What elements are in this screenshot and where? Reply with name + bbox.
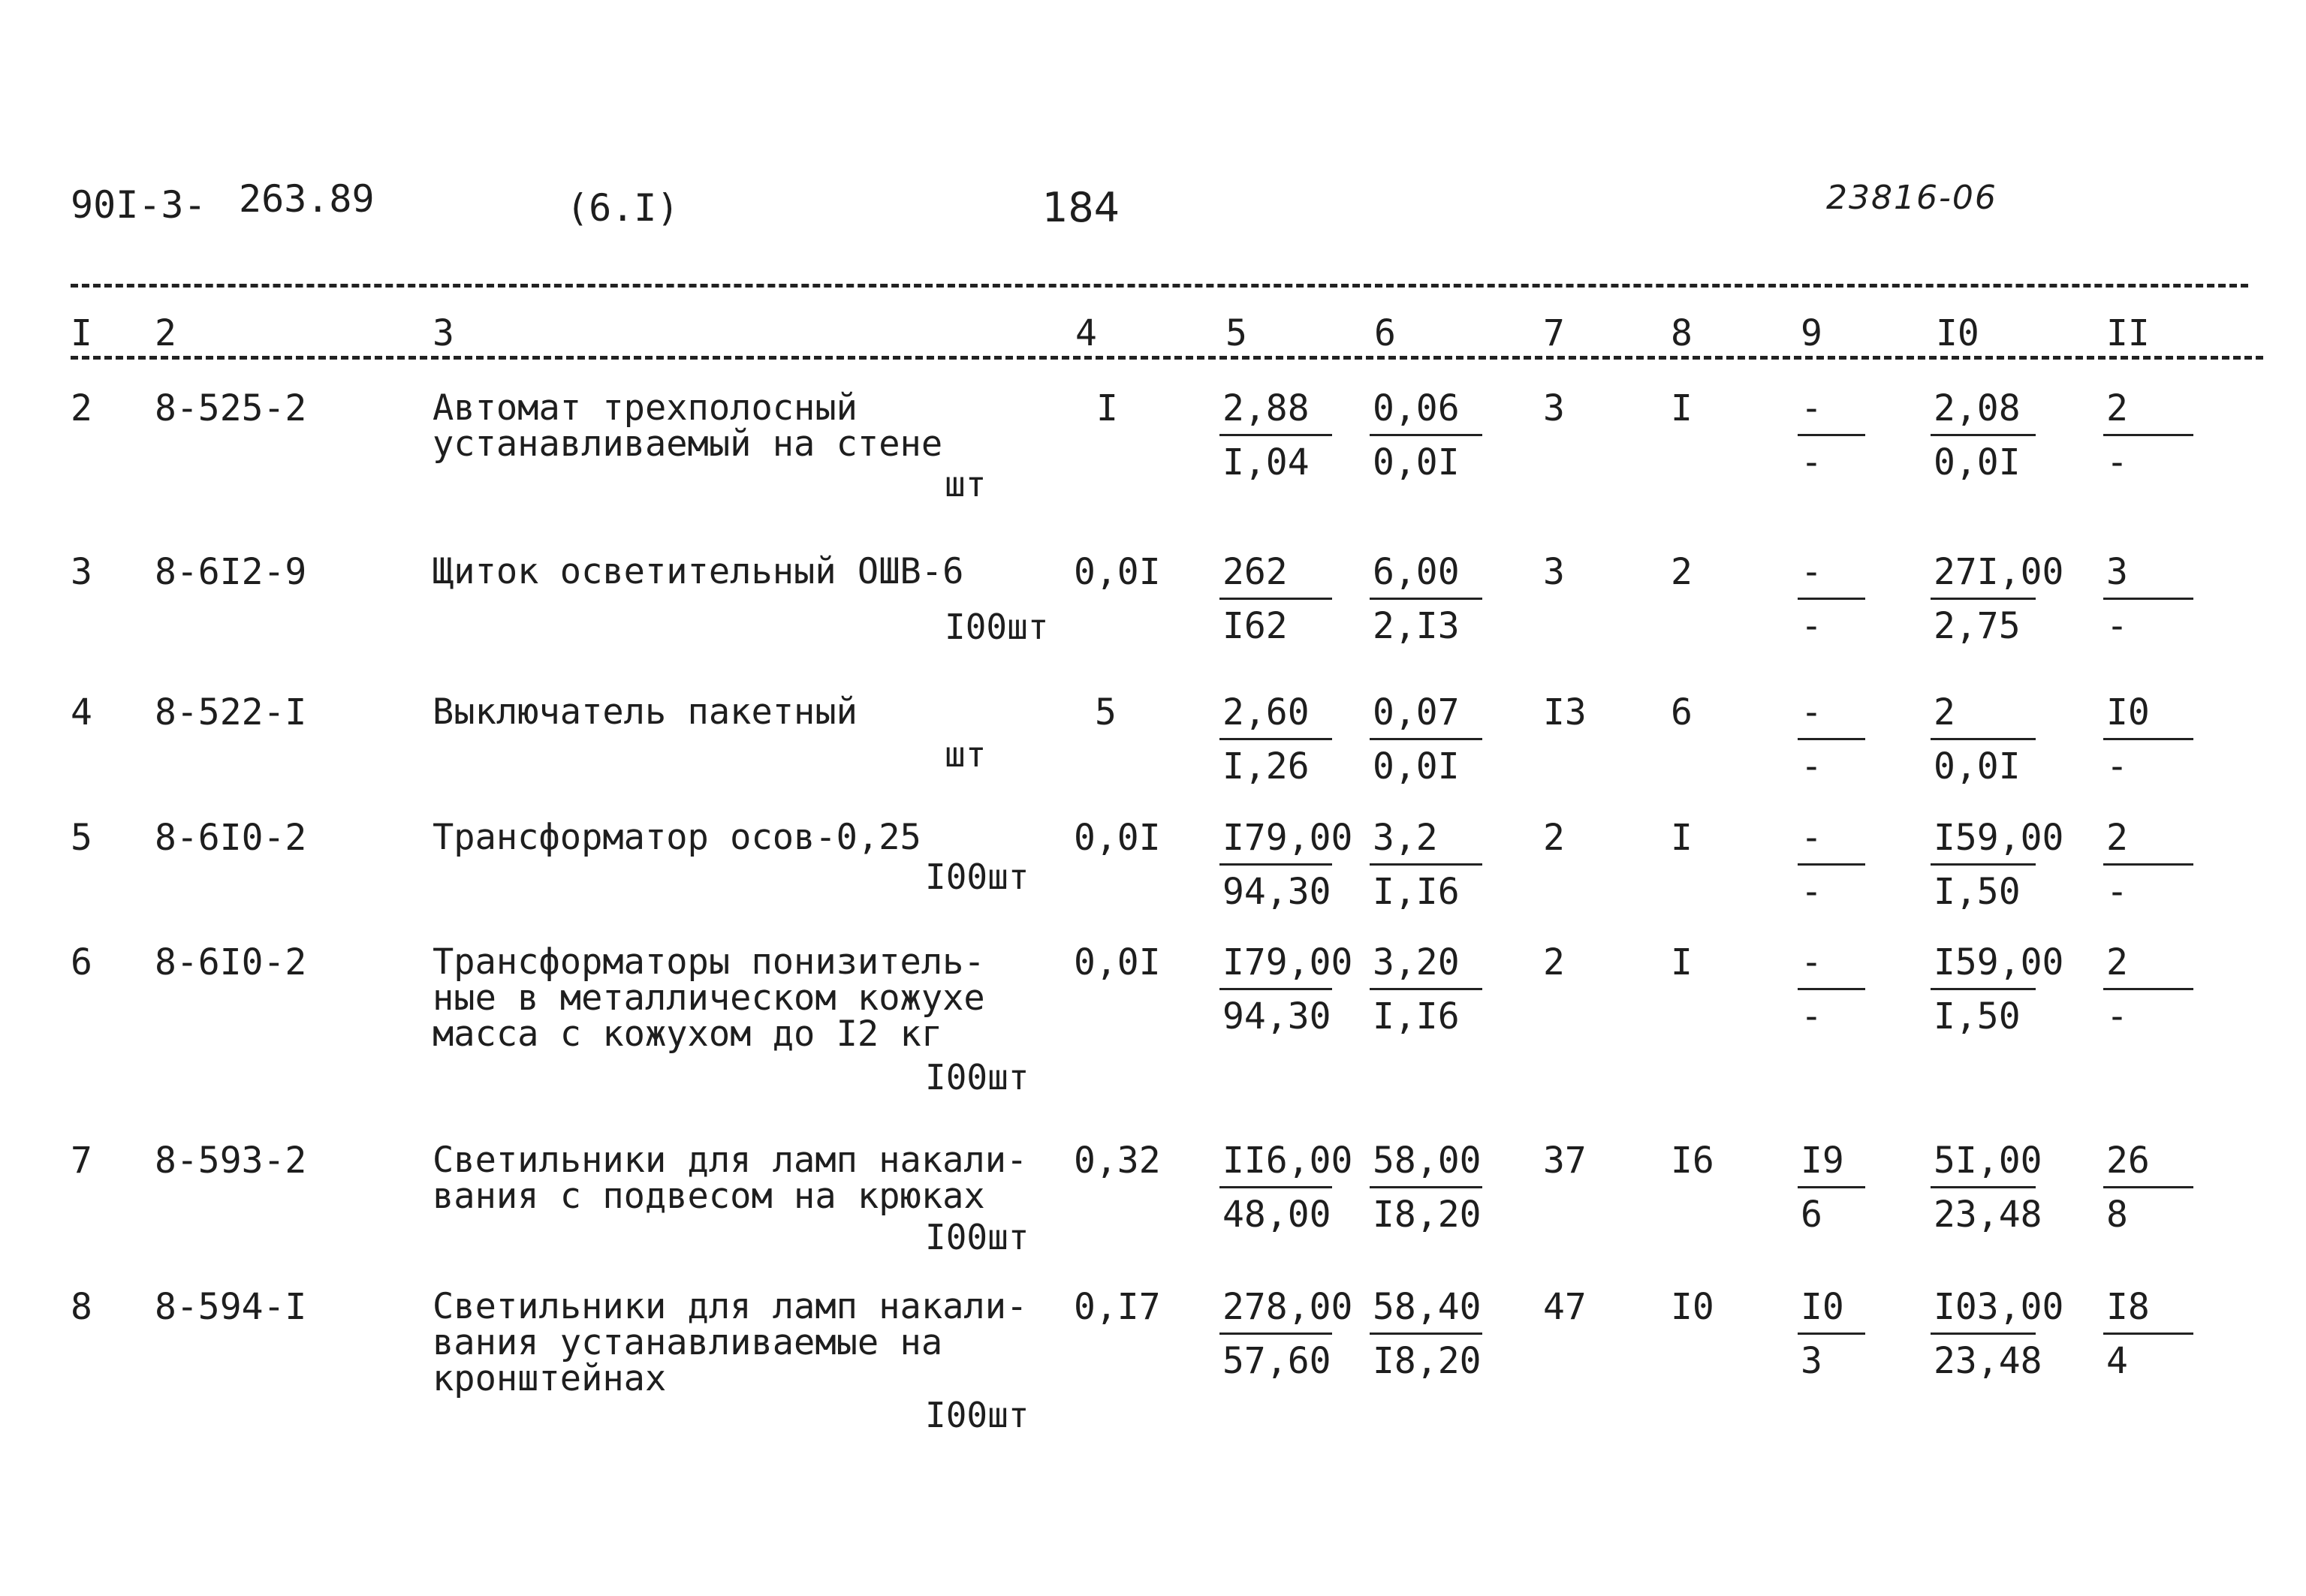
row-8-unit: I00шт	[925, 1395, 1029, 1435]
row-5-c10-bottom: I,50	[1934, 871, 2021, 913]
row-3-quantity: 0,0I	[1074, 551, 1161, 593]
inventory-stamp: 23816-06	[1826, 179, 1997, 217]
row-2-c10-bottom: 0,0I	[1934, 441, 2021, 483]
row-3-c9-bottom: -	[1801, 605, 1822, 647]
row-2-c9-bottom: -	[1801, 441, 1822, 483]
document-number: 263.89	[239, 177, 375, 221]
row-6-c8: I	[1671, 941, 1693, 983]
row-6-c10-top: I59,00	[1934, 941, 2064, 983]
row-4-unit: шт	[945, 734, 987, 775]
section-number: (6.I)	[566, 186, 680, 230]
row-4-c10-top: 2	[1934, 691, 1955, 733]
column-number-3: 3	[433, 312, 454, 354]
column-number-4: 4	[1075, 312, 1097, 354]
row-8-c6-bottom: I8,20	[1373, 1340, 1482, 1382]
row-7-description-line: вания с подвесом на крюках	[433, 1176, 985, 1217]
row-3-c11-bottom: -	[2106, 605, 2128, 647]
row-6-c5-fraction-line	[1219, 988, 1332, 990]
column-number-2: 2	[155, 312, 176, 354]
row-7-c5-fraction-line	[1219, 1186, 1332, 1188]
column-number-7: 7	[1543, 312, 1565, 354]
row-5-c11-top: 2	[2106, 817, 2128, 859]
row-4-c8: 6	[1671, 691, 1693, 733]
row-4-c11-fraction-line	[2103, 738, 2193, 740]
row-7-c6-top: 58,00	[1373, 1140, 1482, 1182]
row-3-c5-fraction-line	[1219, 598, 1332, 600]
row-7-c11-bottom: 8	[2106, 1194, 2128, 1236]
row-2-c9-top: -	[1801, 387, 1822, 429]
row-2-c10-top: 2,08	[1934, 387, 2021, 429]
row-8-position-number: 8	[71, 1286, 92, 1328]
row-4-description-line: Выключатель пакетный	[433, 691, 858, 733]
row-3-c5-bottom: I62	[1222, 605, 1288, 647]
row-3-c8: 2	[1671, 551, 1693, 593]
row-8-c10-fraction-line	[1931, 1333, 2036, 1335]
row-5-unit: I00шт	[925, 857, 1029, 897]
row-4-c6-fraction-line	[1370, 738, 1482, 740]
row-3-c10-fraction-line	[1931, 598, 2036, 600]
row-4-quantity: 5	[1095, 691, 1117, 733]
row-5-rate-code: 8-6I0-2	[155, 817, 307, 859]
column-number-10: I0	[1936, 312, 1979, 354]
column-number-5: 5	[1225, 312, 1247, 354]
row-7-rate-code: 8-593-2	[155, 1140, 307, 1182]
row-2-c6-bottom: 0,0I	[1373, 441, 1460, 483]
row-5-c7: 2	[1543, 817, 1565, 859]
row-2-description-line: Автомат трехполосный	[433, 387, 858, 429]
header-separator	[71, 284, 2248, 288]
row-6-c6-top: 3,20	[1373, 941, 1460, 983]
row-4-c11-bottom: -	[2106, 745, 2128, 787]
row-6-c9-top: -	[1801, 941, 1822, 983]
row-4-c9-fraction-line	[1798, 738, 1865, 740]
row-7-c10-bottom: 23,48	[1934, 1194, 2042, 1236]
row-3-c11-fraction-line	[2103, 598, 2193, 600]
row-7-position-number: 7	[71, 1140, 92, 1182]
row-7-c11-fraction-line	[2103, 1186, 2193, 1188]
row-7-c8: I6	[1671, 1140, 1714, 1182]
row-8-c7: 47	[1543, 1286, 1587, 1328]
row-6-c6-fraction-line	[1370, 988, 1482, 990]
row-4-c7: I3	[1543, 691, 1587, 733]
row-3-c6-fraction-line	[1370, 598, 1482, 600]
row-2-c5-top: 2,88	[1222, 387, 1310, 429]
row-8-c11-bottom: 4	[2106, 1340, 2128, 1382]
row-5-c10-top: I59,00	[1934, 817, 2064, 859]
row-7-c6-bottom: I8,20	[1373, 1194, 1482, 1236]
row-4-c10-fraction-line	[1931, 738, 2036, 740]
row-5-position-number: 5	[71, 817, 92, 859]
row-5-c6-top: 3,2	[1373, 817, 1438, 859]
column-number-9: 9	[1801, 312, 1822, 354]
row-7-c7: 37	[1543, 1140, 1587, 1182]
row-2-c10-fraction-line	[1931, 434, 2036, 436]
row-6-quantity: 0,0I	[1074, 941, 1161, 983]
row-2-unit: шт	[945, 464, 987, 504]
column-number-11: II	[2106, 312, 2150, 354]
row-8-c8: I0	[1671, 1286, 1714, 1328]
row-3-c6-top: 6,00	[1373, 551, 1460, 593]
row-2-c11-bottom: -	[2106, 441, 2128, 483]
row-6-c10-bottom: I,50	[1934, 995, 2021, 1037]
row-5-c5-top: I79,00	[1222, 817, 1353, 859]
row-5-c5-bottom: 94,30	[1222, 871, 1331, 913]
row-8-c6-top: 58,40	[1373, 1286, 1482, 1328]
row-3-description-line: Щиток осветительный ОШВ-6	[433, 551, 964, 592]
column-header-underline	[71, 356, 2263, 360]
column-number-1: I	[71, 312, 92, 354]
row-2-c6-fraction-line	[1370, 434, 1482, 436]
row-8-rate-code: 8-594-I	[155, 1286, 307, 1328]
row-6-c11-bottom: -	[2106, 995, 2128, 1037]
row-3-c5-top: 262	[1222, 551, 1288, 593]
column-number-6: 6	[1374, 312, 1396, 354]
row-6-c5-bottom: 94,30	[1222, 995, 1331, 1037]
row-4-c10-bottom: 0,0I	[1934, 745, 2021, 787]
row-8-c5-bottom: 57,60	[1222, 1340, 1331, 1382]
row-2-c7: 3	[1543, 387, 1565, 429]
row-3-c9-top: -	[1801, 551, 1822, 593]
row-4-c9-top: -	[1801, 691, 1822, 733]
row-7-c5-top: II6,00	[1222, 1140, 1353, 1182]
row-8-c10-bottom: 23,48	[1934, 1340, 2042, 1382]
row-2-description-line: устанавливаемый на стене	[433, 423, 943, 465]
row-6-c10-fraction-line	[1931, 988, 2036, 990]
row-8-c11-top: I8	[2106, 1286, 2150, 1328]
row-4-c5-top: 2,60	[1222, 691, 1310, 733]
row-5-c6-fraction-line	[1370, 863, 1482, 866]
row-7-c6-fraction-line	[1370, 1186, 1482, 1188]
row-8-description-line: Светильники для ламп накали-	[433, 1286, 1028, 1327]
row-2-c5-fraction-line	[1219, 434, 1332, 436]
row-8-c9-top: I0	[1801, 1286, 1844, 1328]
row-8-c11-fraction-line	[2103, 1333, 2193, 1335]
row-3-c11-top: 3	[2106, 551, 2128, 593]
row-6-c9-bottom: -	[1801, 995, 1822, 1037]
row-5-description-line: Трансформатор осов-0,25	[433, 817, 921, 858]
row-6-c6-bottom: I,I6	[1373, 995, 1460, 1037]
row-7-c10-top: 5I,00	[1934, 1140, 2042, 1182]
row-6-description-line: масса с кожухом до I2 кг	[433, 1013, 943, 1055]
row-3-c10-bottom: 2,75	[1934, 605, 2021, 647]
row-2-c11-top: 2	[2106, 387, 2128, 429]
row-2-quantity: I	[1096, 387, 1118, 429]
row-3-c6-bottom: 2,I3	[1373, 605, 1460, 647]
row-7-description-line: Светильники для ламп накали-	[433, 1140, 1028, 1181]
row-3-position-number: 3	[71, 551, 92, 593]
row-8-c9-bottom: 3	[1801, 1340, 1822, 1382]
row-4-c11-top: I0	[2106, 691, 2150, 733]
row-5-c9-fraction-line	[1798, 863, 1865, 866]
row-2-rate-code: 8-525-2	[155, 387, 307, 429]
row-2-c6-top: 0,06	[1373, 387, 1460, 429]
row-2-position-number: 2	[71, 387, 92, 429]
row-3-unit: I00шт	[945, 607, 1049, 647]
row-4-c6-bottom: 0,0I	[1373, 745, 1460, 787]
row-6-c11-fraction-line	[2103, 988, 2193, 990]
row-4-c5-bottom: I,26	[1222, 745, 1310, 787]
row-3-c9-fraction-line	[1798, 598, 1865, 600]
row-3-c10-top: 27I,00	[1934, 551, 2064, 593]
row-6-unit: I00шт	[925, 1057, 1029, 1098]
row-5-c5-fraction-line	[1219, 863, 1332, 866]
row-2-c5-bottom: I,04	[1222, 441, 1310, 483]
row-8-c9-fraction-line	[1798, 1333, 1865, 1335]
row-8-quantity: 0,I7	[1074, 1286, 1161, 1328]
row-2-c11-fraction-line	[2103, 434, 2193, 436]
row-4-c6-top: 0,07	[1373, 691, 1460, 733]
column-number-8: 8	[1671, 312, 1693, 354]
row-5-c11-fraction-line	[2103, 863, 2193, 866]
row-4-position-number: 4	[71, 691, 92, 733]
row-8-c5-top: 278,00	[1222, 1286, 1353, 1328]
row-5-quantity: 0,0I	[1074, 817, 1161, 859]
row-7-c5-bottom: 48,00	[1222, 1194, 1331, 1236]
row-6-c9-fraction-line	[1798, 988, 1865, 990]
row-5-c9-top: -	[1801, 817, 1822, 859]
row-6-description-line: Трансформаторы понизитель-	[433, 941, 985, 983]
row-8-description-line: кронштейнах	[433, 1358, 667, 1399]
row-5-c8: I	[1671, 817, 1693, 859]
page-number: 184	[1042, 184, 1120, 231]
row-3-c7: 3	[1543, 551, 1565, 593]
row-2-c8: I	[1671, 387, 1693, 429]
row-8-c6-fraction-line	[1370, 1333, 1482, 1335]
row-2-c9-fraction-line	[1798, 434, 1865, 436]
row-6-c5-top: I79,00	[1222, 941, 1353, 983]
row-4-rate-code: 8-522-I	[155, 691, 307, 733]
row-5-c6-bottom: I,I6	[1373, 871, 1460, 913]
row-6-description-line: ные в металлическом кожухе	[433, 977, 985, 1019]
row-5-c10-fraction-line	[1931, 863, 2036, 866]
row-8-c10-top: I03,00	[1934, 1286, 2064, 1328]
row-7-c9-top: I9	[1801, 1140, 1844, 1182]
row-7-c10-fraction-line	[1931, 1186, 2036, 1188]
row-6-position-number: 6	[71, 941, 92, 983]
row-4-c5-fraction-line	[1219, 738, 1332, 740]
row-5-c9-bottom: -	[1801, 871, 1822, 913]
row-7-c9-bottom: 6	[1801, 1194, 1822, 1236]
row-8-c5-fraction-line	[1219, 1333, 1332, 1335]
row-4-c9-bottom: -	[1801, 745, 1822, 787]
document-code: 90I-3-	[71, 183, 206, 227]
row-8-description-line: вания устанавливаемые на	[433, 1322, 943, 1363]
row-6-c11-top: 2	[2106, 941, 2128, 983]
row-6-c7: 2	[1543, 941, 1565, 983]
row-7-c11-top: 26	[2106, 1140, 2150, 1182]
row-7-unit: I00шт	[925, 1217, 1029, 1257]
row-7-c9-fraction-line	[1798, 1186, 1865, 1188]
row-5-c11-bottom: -	[2106, 871, 2128, 913]
row-7-quantity: 0,32	[1074, 1140, 1161, 1182]
row-3-rate-code: 8-6I2-9	[155, 551, 307, 593]
row-6-rate-code: 8-6I0-2	[155, 941, 307, 983]
